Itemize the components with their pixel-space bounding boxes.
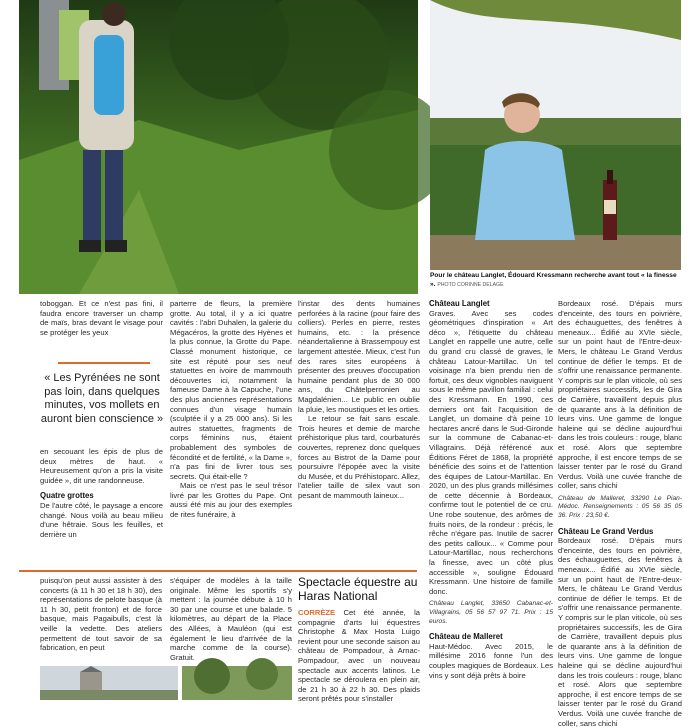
hikers-photo	[19, 0, 418, 294]
col1-mid-text	[40, 447, 163, 571]
col4-heading: Château Langlet	[429, 299, 490, 308]
lower-col2-paragraph: s'équiper de modèles à la taille originale. Même les sportifs s'y mettent : la journée débute à 10 h 30 par une course et une balade. 5 kilomètres, au départ de la Place des Allées, à Mauléon (qui est également le lieu d'arrivée de la marche comme de la course). Gratuit.	[170, 576, 292, 662]
col5-paragraph-2: Bordeaux rosé. D'épais murs d'enceinte, des tours en poivrière, des échauguettes, des fenêtres à meneaux... Édifié au XVIe siècle, sur un point haut de l'Entre-deux-Mers, le château Le Grand Verdus continue de défier le temps. Et de s'offrir une renaissance permanente. Y compris sur le plan viticole, où ses propriétaires successifs, les de Gira de Carrière, travaillent depuis plus de quarante ans à la définition de leurs vins. Une gamme de longue haleine qui se décline aujourd'hui dans les trois couleurs : rouge, blanc et rosé. Alors que septembre approche, il est encore temps de se laisser tenter par le rosé du Grand Verdus. Voilà une cuvée franche de coller, sans chichi	[558, 536, 682, 728]
caption-text: Pour le château Langlet, Édouard Kressmann recherche avant tout « la finesse ».	[430, 272, 677, 288]
lower-col1-text	[40, 576, 162, 666]
lower-photo-right	[182, 666, 292, 700]
col3-paragraph-2: Le retour se fait sans escale. Trois heures et demie de marche préhistorique plus tard, courbaturés couvertes, reprenez donc quelques forces au Bistrot de la Dame pour poursuivre l'épopée avec la visite du Musée, et du Préhistoparc. Allez, l'atelier taille de silex vaut son pesant de mammouth laineux...	[298, 414, 420, 500]
col4-paragraph-2: Haut-Médoc. Avec 2015, le millésime 2016 fonne l'un des couples magiques de Bordeaux. Les vins y sont déjà prêts à boire	[429, 641, 553, 680]
col3-text	[298, 299, 420, 569]
caption-credit: PHOTO CORINNE DELAGE	[437, 281, 504, 288]
col1-bottom-paragraph: De l'autre côté, le paysage a encore changé. Nous voilà au beau milieu d'une hêtraie. Sous les feuilles, et derrière un	[40, 500, 163, 539]
winemaker-photo-image	[430, 0, 681, 270]
chateau-photo	[40, 666, 178, 700]
place-label: CORRÈZE	[298, 608, 336, 617]
col5-heading: Château Le Grand Verdus	[558, 526, 654, 536]
lower-col3-text	[298, 608, 420, 704]
hikers-photo-image	[19, 0, 418, 294]
col3-paragraph-1: l'instar des dents humaines perforées à la racine (pour faire des colliers). Perles en pierre, restes humains, etc. : la présence néandertalienne à Brassempouy est largement attestée. Mieux, c'est l'un des rares sites européens à présenter des preuves d'occupation humaine pendant plus de 30 000 ans, du Châtelperronien au Magdalénien... Le public en oublie la pluie, les moustiques et les orties.	[298, 299, 420, 414]
lower-photo-right-image	[182, 666, 292, 700]
col2-paragraph-1: parterre de fleurs, la première grotte. Au total, il y a ici quatre cavités : l'abri Duhalen, la galerie du Mégacéros, la grotte des Hyènes et la plus connue, la Grotte du Pape. Classé monument historique, ce site est réputé pour ses neuf statuettes en ivoire de mammouth découvertes ici, notamment la fameuse Dame à la Capuche, l'une des plus anciennes représentations connues d'un visage humain (sculptée il y a 25 000 ans). Si les autres statuettes, fragments de corps féminins nus, étaient probablement des symboles de fécondité et de fertilité, « la Dame », n'a pas fini de livrer tous ses secrets. Qui était-elle ?	[170, 299, 292, 481]
lower-col2-text	[170, 576, 292, 666]
section-divider	[19, 570, 417, 572]
col1-mid-paragraph: en secouant les épis de plus de deux mètres de haut. « Heureusement qu'on a pris la visite guidée », dit une randonneuse.	[40, 447, 163, 485]
photo-caption	[430, 272, 682, 289]
col4-paragraph: Graves. Avec ses codes géométriques d'inspiration « Art déco », l'étiquette du château Langlet en rappelle une autre, celle du grand cru classé de graves, le château Latour-Martillac. Un tel voisinage n'a bien prendu rien de fortuit, ces deux vignobles naviguent sous le même pavillon familial : celui des Kressmann. En 1990, ces derniers ont fait l'acquisition de Langlet, un domaine d'à peine 10 hectares ancré dans le Sud-Gironde sur la commune de Cabanac-et-Villagrains. Déjà référencé aux Éditions Féret de 1868, la propriété bénéficie des soins et de l'attention des équipes de Latour-Martillac. En 2020, un des plus grands millésimes de cette décennie à Bordeaux, confirme tout le potentiel de ce cru. Une robe soutenue, des arômes de fruits noirs, de la rondeur : précis, le rêche n'égare pas. Inutile de sacrer des petits calloux... « Comme pour Latour-Martillac, nous recherchons la finesse, avec un côté plus accessible », souligne Édouard Kressmann. Une histoire de famille donc.	[429, 308, 553, 596]
lower-col1-paragraph: puisqu'on peut aussi assister à des concerts (à 11 h 30 et 18 h 30), des représentations de pelote basque (à 11 h 30, petit fronton) et de force basque, mais Pagaibulls, c'est là veille la vedette. Des ateliers permettent de tout savoir de sa fabrication, en peut	[40, 576, 162, 653]
col1-top-text	[40, 299, 163, 341]
lower-section-title: Spectacle équestre au Haras National	[298, 575, 418, 603]
chateau-photo-image	[40, 666, 178, 700]
col2-text	[170, 299, 292, 569]
col4-info: Château Langlet, 33650 Cabanac-et-Villagrains, 05 56 57 97 71. Prix : 15 euros.	[429, 600, 553, 625]
col5-text	[558, 299, 682, 728]
col4-heading-2: Château de Malleret	[429, 632, 503, 642]
lower-col3-paragraph: Cet été année, la compagnie d'arts lui équestres Christophe & Max Hosta Luigo revient pour une seconde saison au château de Pompadour, à Arnac-Pompadour, avec un nouveau spectacle aux accents latinos. Le spectacle se déroulera en plein air, de 21 h 30 à 22 h 30. Des plaids seront prêtés pour s'installer	[298, 608, 420, 704]
col5-paragraph: Bordeaux rosé. D'épais murs d'enceinte, des tours en poivrière, des échauguettes, des fenêtres à meneaux... Édifié au XVIe siècle, sur un point haut de l'Entre-deux-Mers, le château Le Grand Verdus continue de défier le temps. Et de s'offrir une renaissance permanente. Y compris sur le plan viticole, où ses propriétaires successifs, les de Gira de Carrière, travaillent depuis plus de quarante ans à la définition de leurs vins. Une gamme de longue haleine qui se décline aujourd'hui dans les trois couleurs : rouge, blanc et rosé. Alors que septembre approche, il est encore temps de se laisser tenter par le rosé du Grand Verdus. Voilà une cuvée franche de coller, sans chichi	[558, 299, 682, 491]
col1-top-paragraph: toboggan. Et ce n'est pas fini, il faudra encore traverser un champ de maïs, bras devant le visage pour se protéger les yeux	[40, 299, 163, 337]
pull-quote: « Les Pyrénées ne sont pas loin, dans quelques minutes, vos mollets en auront bien conscience »	[40, 372, 164, 425]
col2-paragraph-2: Mais ce n'est pas le seul trésor livré par les Grottes du Pape. Ont aussi été mis au jour des exemples de rites funéraire, à	[170, 481, 292, 520]
col1-subhead: Quatre grottes	[40, 491, 94, 501]
col4-text	[429, 299, 553, 700]
winemaker-photo	[430, 0, 681, 270]
col5-info: Château de Malleret, 33290 Le Pian-Médoc. Renseignements : 05 56 35 05 36. Prix : 23,50 €.	[558, 494, 682, 520]
quote-rule	[58, 362, 150, 364]
